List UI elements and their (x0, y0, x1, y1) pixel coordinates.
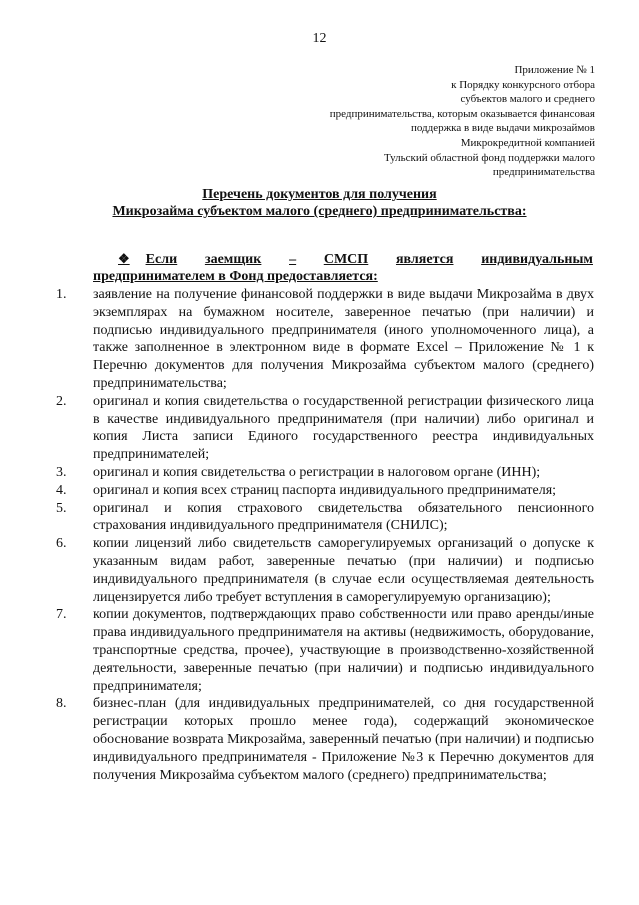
list-item-text: оригинал и копия свидетельства о государственной регистрации физического лица в качестве индивидуального предпринимателя (при наличии) либо оригинал и копия Листа записи Единого государственного реестра индивидуальных предпринимателей; (93, 393, 594, 463)
appendix-line: поддержка в виде выдачи микрозаймов (410, 122, 595, 135)
appendix-line: Приложение № 1 (514, 64, 595, 76)
list-item-text: копии лицензий либо свидетельств саморегулируемых организаций о допуске к указанным видам работ, заверенные печатью (при наличии) и подписью индивидуального предпринимателя (в случае если осуществляемая деятельность лицензируется либо требует вступления в саморегулируемую организацию); (93, 536, 594, 605)
list-item (56, 695, 594, 784)
document-title-line-1: Перечень документов для получения (202, 187, 437, 202)
appendix-line: Тульский областной фонд поддержки малого (383, 151, 595, 164)
list-item (56, 535, 594, 606)
list-item-text: оригинал и копия свидетельства о регистрации в налоговом органе (ИНН); (93, 464, 541, 480)
list-item-number: 5. (56, 500, 67, 516)
list-item (56, 500, 594, 536)
list-item (56, 393, 594, 464)
document-title (0, 186, 639, 220)
list-item-number: 3. (56, 464, 67, 480)
list-item (56, 606, 594, 695)
section-heading (93, 250, 593, 285)
document-title-line-2: Микрозайма субъектом малого (среднего) предпринимательства: (112, 204, 527, 219)
appendix-line: предпринимательства (492, 166, 595, 179)
section-heading-line-1 (93, 250, 593, 268)
appendix-line: предпринимательства, которым оказывается финансовая (329, 107, 595, 120)
section-heading-start (93, 250, 177, 268)
section-word: – (289, 252, 297, 267)
document-list (56, 286, 594, 784)
section-word: индивидуальным (481, 252, 593, 267)
list-item-text: заявление на получение финансовой поддержки в виде выдачи Микрозайма в двух экземплярах на бумажном носителе, заверенное печатью (при наличии) и подписью индивидуального предпринимателя (иного уполномоченного лица), а также заполненное в электронном виде в формате Excel – Приложение № 1 к Перечню документов для получения Микрозайма субъектом малого (среднего) предпринимательства; (93, 287, 594, 391)
section-word: является (395, 252, 454, 267)
list-item-text: копии документов, подтверждающих право собственности или право аренды/иные права индивидуального предпринимателя на активы (недвижимость, оборудование, транспортные средства, прочее), участвующие в производственно-хозяйственной деятельности, заверенные печатью (при наличии) и подписью индивидуального предпринимателя; (93, 607, 594, 694)
bullet-icon: ❖ (118, 251, 130, 266)
list-item-number: 2. (56, 393, 67, 409)
section-word: заемщик (204, 252, 262, 267)
list-item (56, 286, 594, 393)
list-item-text: оригинал и копия страхового свидетельства обязательного пенсионного страхования индивидуального предпринимателя (СНИЛС); (93, 500, 594, 534)
list-item-number: 1. (56, 287, 67, 302)
appendix-line: к Порядку конкурсного отбора (451, 78, 595, 91)
section-word: СМСП (323, 252, 369, 267)
list-item (56, 482, 594, 500)
appendix-line: субъектов малого и среднего (460, 93, 595, 106)
list-item-text: бизнес-план (для индивидуальных предпринимателей, со дня государственной регистрации которых прошло менее года), содержащий экономическое обоснование возврата Микрозайма, заверенный печатью (при наличии) и подписью индивидуального предпринимателя - Приложение №3 к Перечню документов для получения Микрозайма субъектом малого (среднего) предпринимательства; (93, 696, 594, 783)
page-number: 12 (312, 31, 327, 46)
list-item-number: 4. (56, 482, 67, 498)
list-item-number: 6. (56, 536, 67, 552)
list-item-number: 8. (56, 696, 67, 712)
list-item-text: оригинал и копия всех страниц паспорта индивидуального предпринимателя; (93, 482, 557, 498)
appendix-header (265, 63, 595, 180)
list-item (56, 464, 594, 482)
appendix-line: Микрокредитной компанией (460, 136, 595, 149)
section-word: Если (145, 252, 178, 267)
list-item-number: 7. (56, 607, 67, 623)
section-heading-line-2: предпринимателем в Фонд предоставляется: (93, 269, 378, 284)
